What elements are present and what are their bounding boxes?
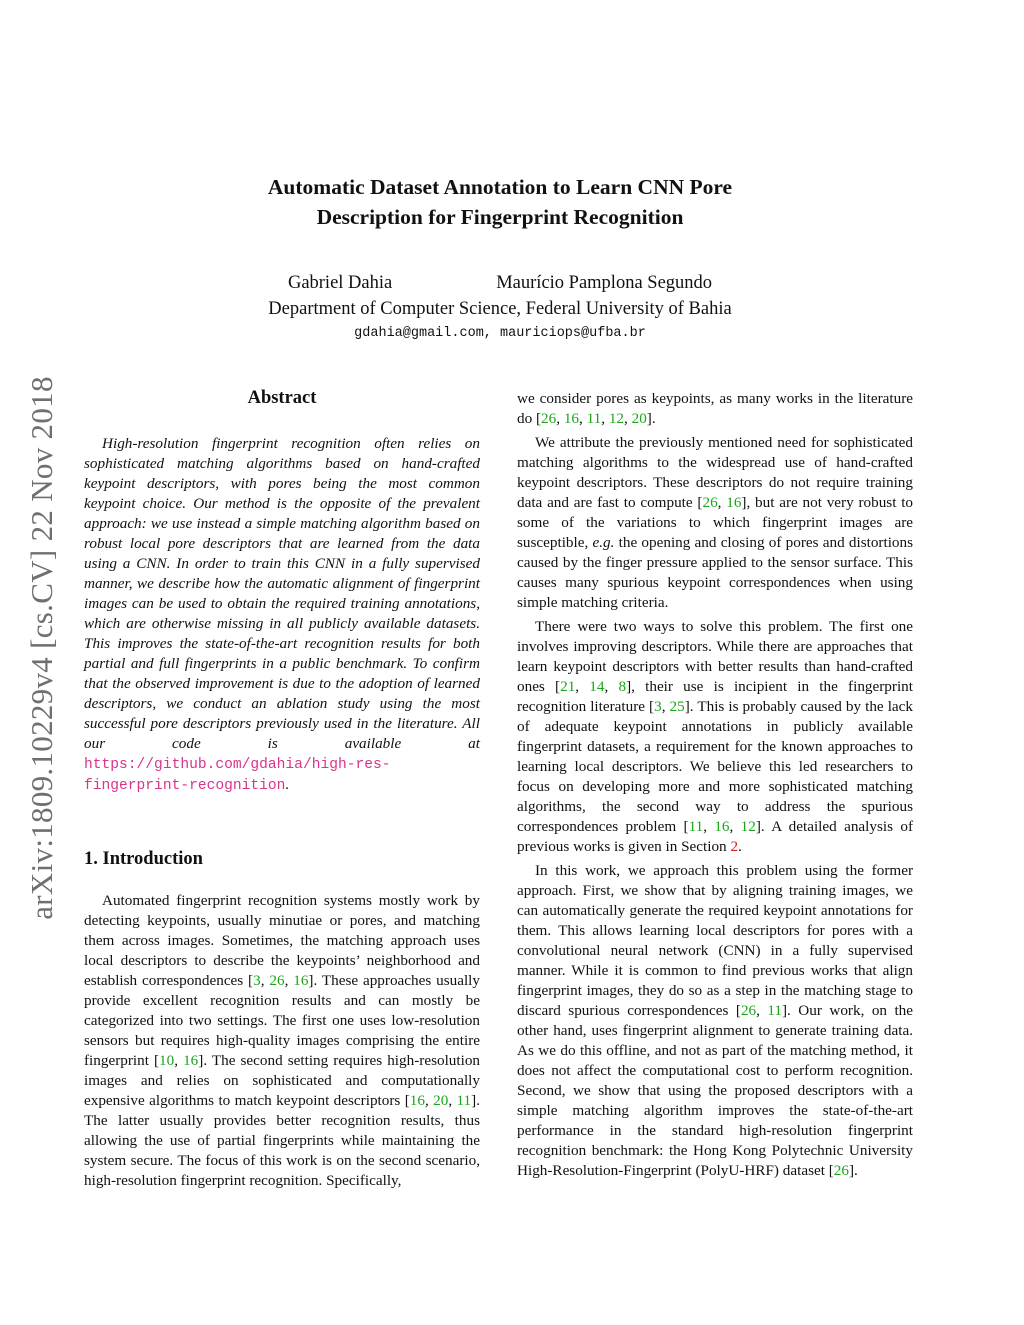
- citation-link[interactable]: 20: [631, 410, 647, 427]
- abstract-body: [84, 434, 480, 796]
- citation-link[interactable]: 12: [608, 410, 625, 427]
- paragraph-text: ]. A detailed analysis of previous works is given in Section: [517, 818, 914, 855]
- citation-link[interactable]: 26: [833, 1162, 849, 1179]
- citation-link[interactable]: 16: [563, 410, 580, 427]
- author-block: [0, 270, 1000, 341]
- paper-title: [0, 172, 1000, 232]
- affiliation: Department of Computer Science, Federal University of Bahia: [268, 299, 732, 319]
- paragraph-text: .: [738, 838, 742, 855]
- paragraph-text: ].: [646, 410, 656, 427]
- citation-link[interactable]: 25: [669, 698, 685, 715]
- author-emails: gdahia@gmail.com, mauriciops@ufba.br: [354, 326, 646, 341]
- citation-link[interactable]: 16: [293, 972, 309, 989]
- author-names: [0, 270, 1000, 296]
- paragraph-text: ], but are not very robust to some of the variations to which fingerprint images are susceptible,: [517, 494, 914, 551]
- paragraph-text: There were two ways to solve this problem. The first one involves improving descriptors. While there are approaches that learn keypoint descriptors with better results than hand-crafted ones [: [517, 618, 913, 695]
- title-line: Automatic Dataset Annotation to Learn CNN Pore: [267, 175, 733, 199]
- citation-link[interactable]: 11: [767, 1002, 782, 1019]
- citation-link[interactable]: 16: [409, 1092, 425, 1109]
- left-column: [84, 384, 480, 1191]
- citation-link[interactable]: 11: [688, 818, 704, 835]
- abstract-heading: Abstract: [247, 388, 317, 408]
- paragraph-text: the opening and closing of pores and distortions caused by the finger pressure applied to the sensor surface. This causes many spurious keypoint correspondences when using simple matching criteria.: [517, 534, 914, 611]
- intro-paragraph-3: There were two ways to solve this problem. The first one involves improving descriptors. While there are approaches that learn keypoint descriptors with better results than hand-crafted ones [21, 14, 8], their use is incipient in the fingerprint recognition literature [3, 25]. This is probably caused by the lack of adequate keypoint annotations in publicly available fingerprint datasets, a requirement for the known approaches to learning local descriptors. We believe this led researchers to focus on developing more and more sophisticated matching algorithms, the second way to address the spurious correspondences problem [11, 16, 12]. A detailed analysis of previous works is given in Section 2.: [517, 618, 914, 855]
- citation-link[interactable]: 3: [654, 698, 662, 715]
- paragraph-text: ], their use is incipient in the fingerprint recognition literature [: [517, 678, 913, 715]
- citation-link[interactable]: 21: [560, 678, 576, 695]
- section-reference-link[interactable]: 2: [730, 838, 739, 855]
- abstract-end: .: [285, 776, 290, 793]
- citation-link[interactable]: 26: [269, 972, 285, 989]
- citation-link[interactable]: 8: [618, 678, 627, 695]
- paragraph-text: ]. The latter usually provides better recognition results, thus allowing the use of partial fingerprints while maintaining the system secure. The focus of this work is on the second scenario, high-resolution fingerprint recognition. Specifically,: [84, 1092, 480, 1189]
- citation-link[interactable]: 20: [433, 1092, 449, 1109]
- paragraph-text: In this work, we approach this problem using the former approach. First, we show that by aligning training images, we can automatically generate the required keypoint annotations for them. This allows learning local descriptors for pores with a convolutional neural network (CNN) in a fully supervised manner. While it is common to find previous works that align fingerprint images, they do so as a step in the matching stage to discard spurious correspondences [: [517, 862, 913, 1019]
- right-column: [517, 389, 913, 1181]
- citation-link[interactable]: 26: [541, 410, 557, 427]
- citation-link[interactable]: 16: [714, 818, 730, 835]
- citation-link[interactable]: 11: [456, 1092, 472, 1109]
- paragraph-text: ]. These approaches usually provide excellent recognition results and can mostly be categorized into two settings. The first one uses low-resolution sensors but requires high-quality images comprising the entire fingerprint [: [84, 972, 480, 1069]
- citation-link[interactable]: 12: [740, 818, 756, 835]
- intro-paragraph-2: We attribute the previously mentioned need for sophisticated matching algorithms to the widespread use of hand-crafted keypoint descriptors. These descriptors do not require training data and are fast to compute [26, 16], but are not very robust to some of the variations to which fingerprint images are susceptible, e.g. the opening and closing of pores and distortions caused by the finger pressure applied to the sensor surface. This causes many spurious keypoint correspondences when using simple matching criteria.: [517, 434, 914, 611]
- paragraph-text: Automated fingerprint recognition systems mostly work by detecting keypoints, usually minutiae or pores, and matching them across images. Sometimes, the matching approach uses local descriptors to describe the keypoints’ neighborhood and establish correspondences [: [84, 892, 480, 989]
- intro-paragraph-1: Automated fingerprint recognition systems mostly work by detecting keypoints, usually minutiae or pores, and matching them across images. Sometimes, the matching approach uses local descriptors to describe the keypoints’ neighborhood and establish correspondences [3, 26, 16]. These approaches usually provide excellent recognition results and can mostly be categorized into two settings. The first one uses low-resolution sensors but requires high-quality images comprising the entire fingerprint [10, 16]. The second setting requires high-resolution images and relies on sophisticated and computationally expensive algorithms to match keypoint descriptors [16, 20, 11]. The latter usually provides better recognition results, thus allowing the use of partial fingerprints while maintaining the system secure. The focus of this work is on the second scenario, high-resolution fingerprint recognition. Specifically,: [84, 892, 481, 1189]
- paragraph-text: ]. This is probably caused by the lack of adequate keypoint annotations in publicly available fingerprint datasets, a requirement for the known approaches to learning local descriptors. We believe this led researchers to focus on developing more and more sophisticated matching algorithms, the second way to address the spurious correspondences problem [: [517, 698, 913, 835]
- citation-link[interactable]: 26: [702, 494, 718, 511]
- abstract-text: High-resolution fingerprint recognition often relies on sophisticated matching algorithms based on hand-crafted keypoint descriptors, with pores being the most common keypoint choice. Our method is the opposite of the prevalent approach: we use instead a simple matching algorithm based on robust local pore descriptors that are learned from the data using a CNN. In order to train this CNN in a fully supervised manner, we describe how the automatic alignment of fingerprint images can be used to obtain the required training annotations, which are otherwise missing in all publicly available datasets. This improves the state-of-the-art recognition results for both partial and full fingerprints in a public benchmark. To confirm that the observed improvement is due to the adoption of learned descriptors, we conduct an ablation study using the most successful pore descriptors previously used in the literature. All our code is available at: [84, 435, 480, 752]
- citation-link[interactable]: 10: [159, 1052, 175, 1069]
- paragraph-text: ]. Our work, on the other hand, uses fingerprint alignment to generate training data. As we do this offline, and not as part of the matching method, it does not affect the computational cost to perform recognition. Second, we show that using the proposed descriptors with a simple matching algorithm improves the state-of-the-art performance in the standard high-resolution fingerprint recognition benchmark: the Hong Kong Polytechnic University High-Resolution-Fingerprint (PolyU-HRF) dataset [: [517, 1002, 914, 1179]
- citation-link[interactable]: 14: [589, 678, 605, 695]
- author-name: Gabriel Dahia: [287, 273, 393, 293]
- title-line: Description for Fingerprint Recognition: [316, 205, 684, 229]
- citation-link[interactable]: 3: [253, 972, 261, 989]
- citation-link[interactable]: 16: [183, 1052, 199, 1069]
- code-repository-link[interactable]: https://github.com/gdahia/high-res-fingerprint-recognition: [84, 757, 391, 794]
- paragraph-text: ]. The second setting requires high-resolution images and relies on sophisticated and computationally expensive algorithms to match keypoint descriptors [: [84, 1052, 481, 1109]
- introduction-heading: 1. Introduction: [84, 849, 203, 869]
- paragraph-text: We attribute the previously mentioned need for sophisticated matching algorithms to the widespread use of hand-crafted keypoint descriptors. These descriptors do not require training data and are fast to compute [: [517, 434, 913, 511]
- intro-paragraph-4: In this work, we approach this problem using the former approach. First, we show that by aligning training images, we can automatically generate the required keypoint annotations for them. This allows learning local descriptors for pores with a convolutional neural network (CNN) in a fully supervised manner. While it is common to find previous works that align fingerprint images, they do so as a step in the matching stage to discard spurious correspondences [26, 11]. Our work, on the other hand, uses fingerprint alignment to generate training data. As we do this offline, and not as part of the matching method, it does not affect the computational cost to perform recognition. Second, we show that using the proposed descriptors with a simple matching algorithm improves the state-of-the-art performance in the standard high-resolution fingerprint recognition benchmark: the Hong Kong Polytechnic University High-Resolution-Fingerprint (PolyU-HRF) dataset [26].: [517, 862, 914, 1179]
- intro-paragraph-continued: we consider pores as keypoints, as many works in the literature do [26, 16, 11, 12, 20].: [517, 390, 913, 427]
- paragraph-text: ].: [848, 1162, 858, 1179]
- arxiv-identifier: arXiv:1809.10229v4 [cs.CV] 22 Nov 2018: [24, 376, 59, 920]
- citation-link[interactable]: 11: [586, 410, 602, 427]
- citation-link[interactable]: 26: [740, 1002, 757, 1019]
- paragraph-text: we consider pores as keypoints, as many works in the literature do [: [517, 390, 913, 427]
- citation-link[interactable]: 16: [726, 494, 742, 511]
- author-name: Maurício Pamplona Segundo: [496, 273, 713, 293]
- emphasis-text: e.g.: [592, 534, 615, 551]
